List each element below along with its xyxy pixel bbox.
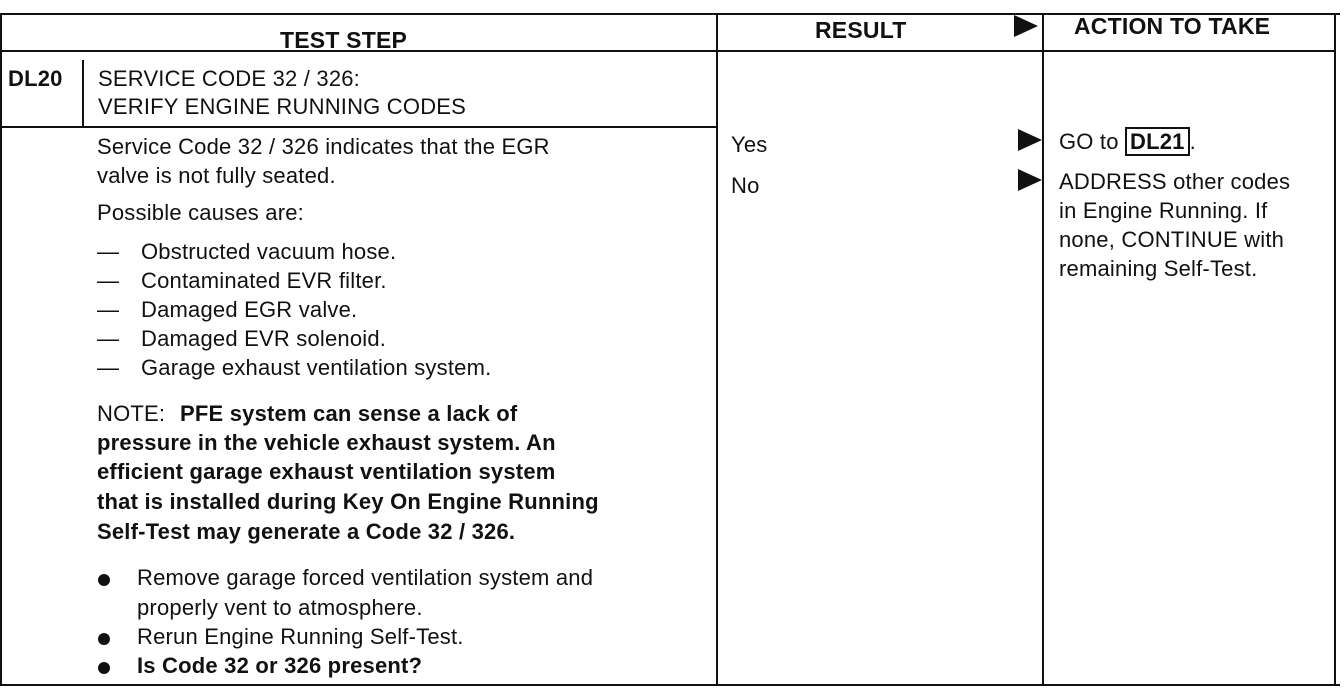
note-line3: efficient garage exhaust ventilation system	[97, 459, 556, 484]
header-action: ACTION TO TAKE	[1074, 13, 1271, 39]
cause-item: Damaged EGR valve.	[141, 297, 358, 322]
note-line4: that is installed during Key On Engine Running	[97, 489, 599, 514]
cause-dash: —	[97, 297, 120, 322]
bullet-dot	[98, 662, 110, 674]
note-prefix: NOTE:	[97, 401, 166, 426]
cause-item: Garage exhaust ventilation system.	[141, 355, 492, 380]
action-yes-ref-link[interactable]: DL21	[1125, 127, 1190, 156]
intro-line1: Service Code 32 / 326 indicates that the EGR	[97, 134, 550, 159]
cause-dash: —	[97, 326, 120, 351]
note-line5: Self-Test may generate a Code 32 / 326.	[97, 519, 516, 544]
header-arrow-icon	[1014, 15, 1038, 37]
result-no-arrow-icon	[1018, 169, 1042, 191]
bullet2: Rerun Engine Running Self-Test.	[137, 624, 464, 649]
bullet-dot	[98, 574, 110, 586]
bullet3-question: Is Code 32 or 326 present?	[137, 653, 423, 678]
cause-item: Obstructed vacuum hose.	[141, 239, 397, 264]
action-yes-prefix: GO to	[1059, 129, 1125, 154]
cause-dash: —	[97, 268, 120, 293]
cause-dash: —	[97, 239, 120, 264]
step-id-divider	[82, 60, 84, 126]
action-no-line1: ADDRESS other codes	[1059, 169, 1291, 194]
action-no-line2: in Engine Running. If	[1059, 198, 1268, 223]
causes-heading: Possible causes are:	[97, 200, 304, 225]
action-no-line4: remaining Self-Test.	[1059, 256, 1258, 281]
col-divider-action	[1042, 13, 1044, 686]
step-title-bottom-border	[0, 126, 718, 128]
action-yes-suffix: .	[1189, 129, 1196, 154]
action-no-line3: none, CONTINUE with	[1059, 227, 1285, 252]
table-bottom-border	[0, 684, 1340, 686]
cause-item: Damaged EVR solenoid.	[141, 326, 387, 351]
step-title-line1: SERVICE CODE 32 / 326:	[98, 66, 360, 91]
header-bottom-border	[0, 50, 1336, 52]
bullet1-line2: properly vent to atmosphere.	[137, 595, 423, 620]
header-result: RESULT	[815, 17, 907, 43]
step-id: DL20	[8, 66, 63, 91]
cause-dash: —	[97, 355, 120, 380]
note-line2: pressure in the vehicle exhaust system. An	[97, 430, 556, 455]
note-line1: PFE system can sense a lack of	[180, 401, 518, 426]
bullet1-line1: Remove garage forced ventilation system and	[137, 565, 594, 590]
header-test-step: TEST STEP	[280, 27, 408, 53]
result-yes-arrow-icon	[1018, 129, 1042, 151]
result-no: No	[731, 173, 760, 198]
col-divider-result	[716, 13, 718, 686]
table-left-border	[0, 13, 2, 686]
cause-item: Contaminated EVR filter.	[141, 268, 387, 293]
action-yes	[1059, 130, 1196, 154]
result-yes: Yes	[731, 132, 768, 157]
step-title-line2: VERIFY ENGINE RUNNING CODES	[98, 94, 467, 119]
intro-line2: valve is not fully seated.	[97, 163, 336, 188]
table-right-border	[1334, 13, 1336, 686]
bullet-dot	[98, 633, 110, 645]
